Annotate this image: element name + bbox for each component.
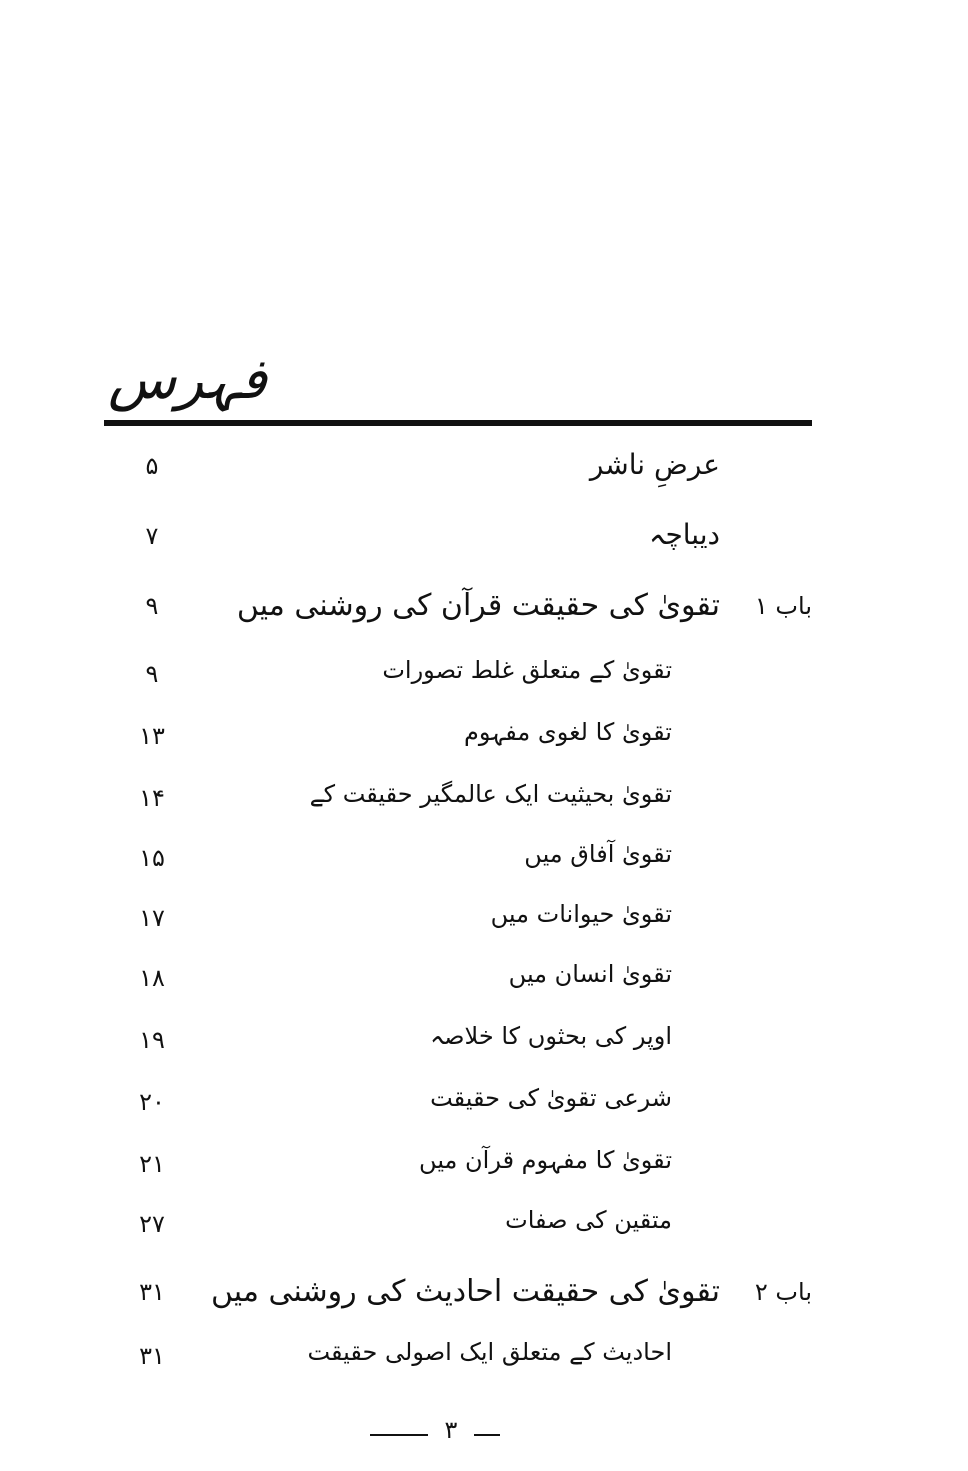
toc-chapter-label: باب ۲: [754, 1278, 812, 1306]
toc-row: [104, 1080, 812, 1132]
toc-entry-title: احادیث کے متعلق ایک اصولی حقیقت: [307, 1338, 672, 1366]
footer-page-number: ۳: [444, 1416, 458, 1444]
toc-entry-title: اوپر کی بحثوں کا خلاصہ: [430, 1022, 672, 1050]
toc-entry-title: شرعی تقویٰ کی حقیقت: [430, 1084, 672, 1112]
toc-row: [104, 1334, 812, 1386]
toc-page-number: ۹: [145, 660, 159, 688]
toc-entry-title: تقویٰ کے متعلق غلط تصورات: [382, 656, 672, 684]
toc-entry-title: تقویٰ حیوانات میں: [490, 900, 672, 928]
toc-page-number: ۹: [145, 592, 159, 620]
footer-dash-right: [474, 1434, 500, 1436]
toc-page-number: ۱۵: [139, 844, 165, 872]
toc-entry-title: دیباچہ: [649, 518, 720, 551]
toc-entry-title: تقویٰ کا لغوی مفہوم: [463, 718, 672, 746]
toc-row: [104, 584, 812, 636]
toc-row: [104, 896, 812, 948]
toc-entry-title: تقویٰ بحیثیت ایک عالمگیر حقیقت کے: [309, 780, 672, 808]
footer-dash-left: [370, 1434, 428, 1436]
toc-entry-title: عرضِ ناشر: [589, 448, 720, 481]
toc-entry-title: تقویٰ کی حقیقت قرآن کی روشنی میں: [236, 588, 720, 623]
toc-entry-title: تقویٰ انسان میں: [508, 960, 672, 988]
toc-row: [104, 1202, 812, 1254]
toc-row: [104, 1018, 812, 1070]
toc-page-number: ۱۸: [139, 964, 165, 992]
toc-page-number: ۳۱: [139, 1342, 165, 1370]
toc-entry-title: تقویٰ کی حقیقت احادیث کی روشنی میں: [210, 1274, 720, 1309]
toc-row: [104, 836, 812, 888]
page-footer: [370, 1416, 510, 1446]
toc-row: [104, 444, 812, 496]
toc-page-number: ۷: [145, 522, 159, 550]
page-title: فہرس: [108, 347, 267, 412]
toc-page-number: ۲۱: [139, 1150, 165, 1178]
title-rule: [104, 420, 812, 426]
toc-page-number: ۱۳: [139, 722, 165, 750]
toc-row: [104, 1270, 812, 1322]
toc-page-number: ۳۱: [139, 1278, 165, 1306]
toc-page-number: ۱۷: [139, 904, 165, 932]
toc-page-number: ۲۷: [139, 1210, 165, 1238]
toc-row: [104, 652, 812, 704]
toc-page-number: ۱۴: [139, 784, 165, 812]
toc-row: [104, 956, 812, 1008]
toc-entry-title: متقین کی صفات: [505, 1206, 672, 1234]
toc-row: [104, 776, 812, 828]
toc-entry-title: تقویٰ آفاق میں: [524, 840, 672, 868]
toc-row: [104, 514, 812, 566]
toc-row: [104, 714, 812, 766]
toc-page-number: ۵: [145, 452, 159, 480]
toc-page-number: ۱۹: [139, 1026, 165, 1054]
toc-page-number: ۲۰: [139, 1088, 165, 1116]
toc-entry-title: تقویٰ کا مفہوم قرآن میں: [419, 1146, 672, 1174]
toc-chapter-label: باب ۱: [754, 592, 812, 620]
toc-row: [104, 1142, 812, 1194]
